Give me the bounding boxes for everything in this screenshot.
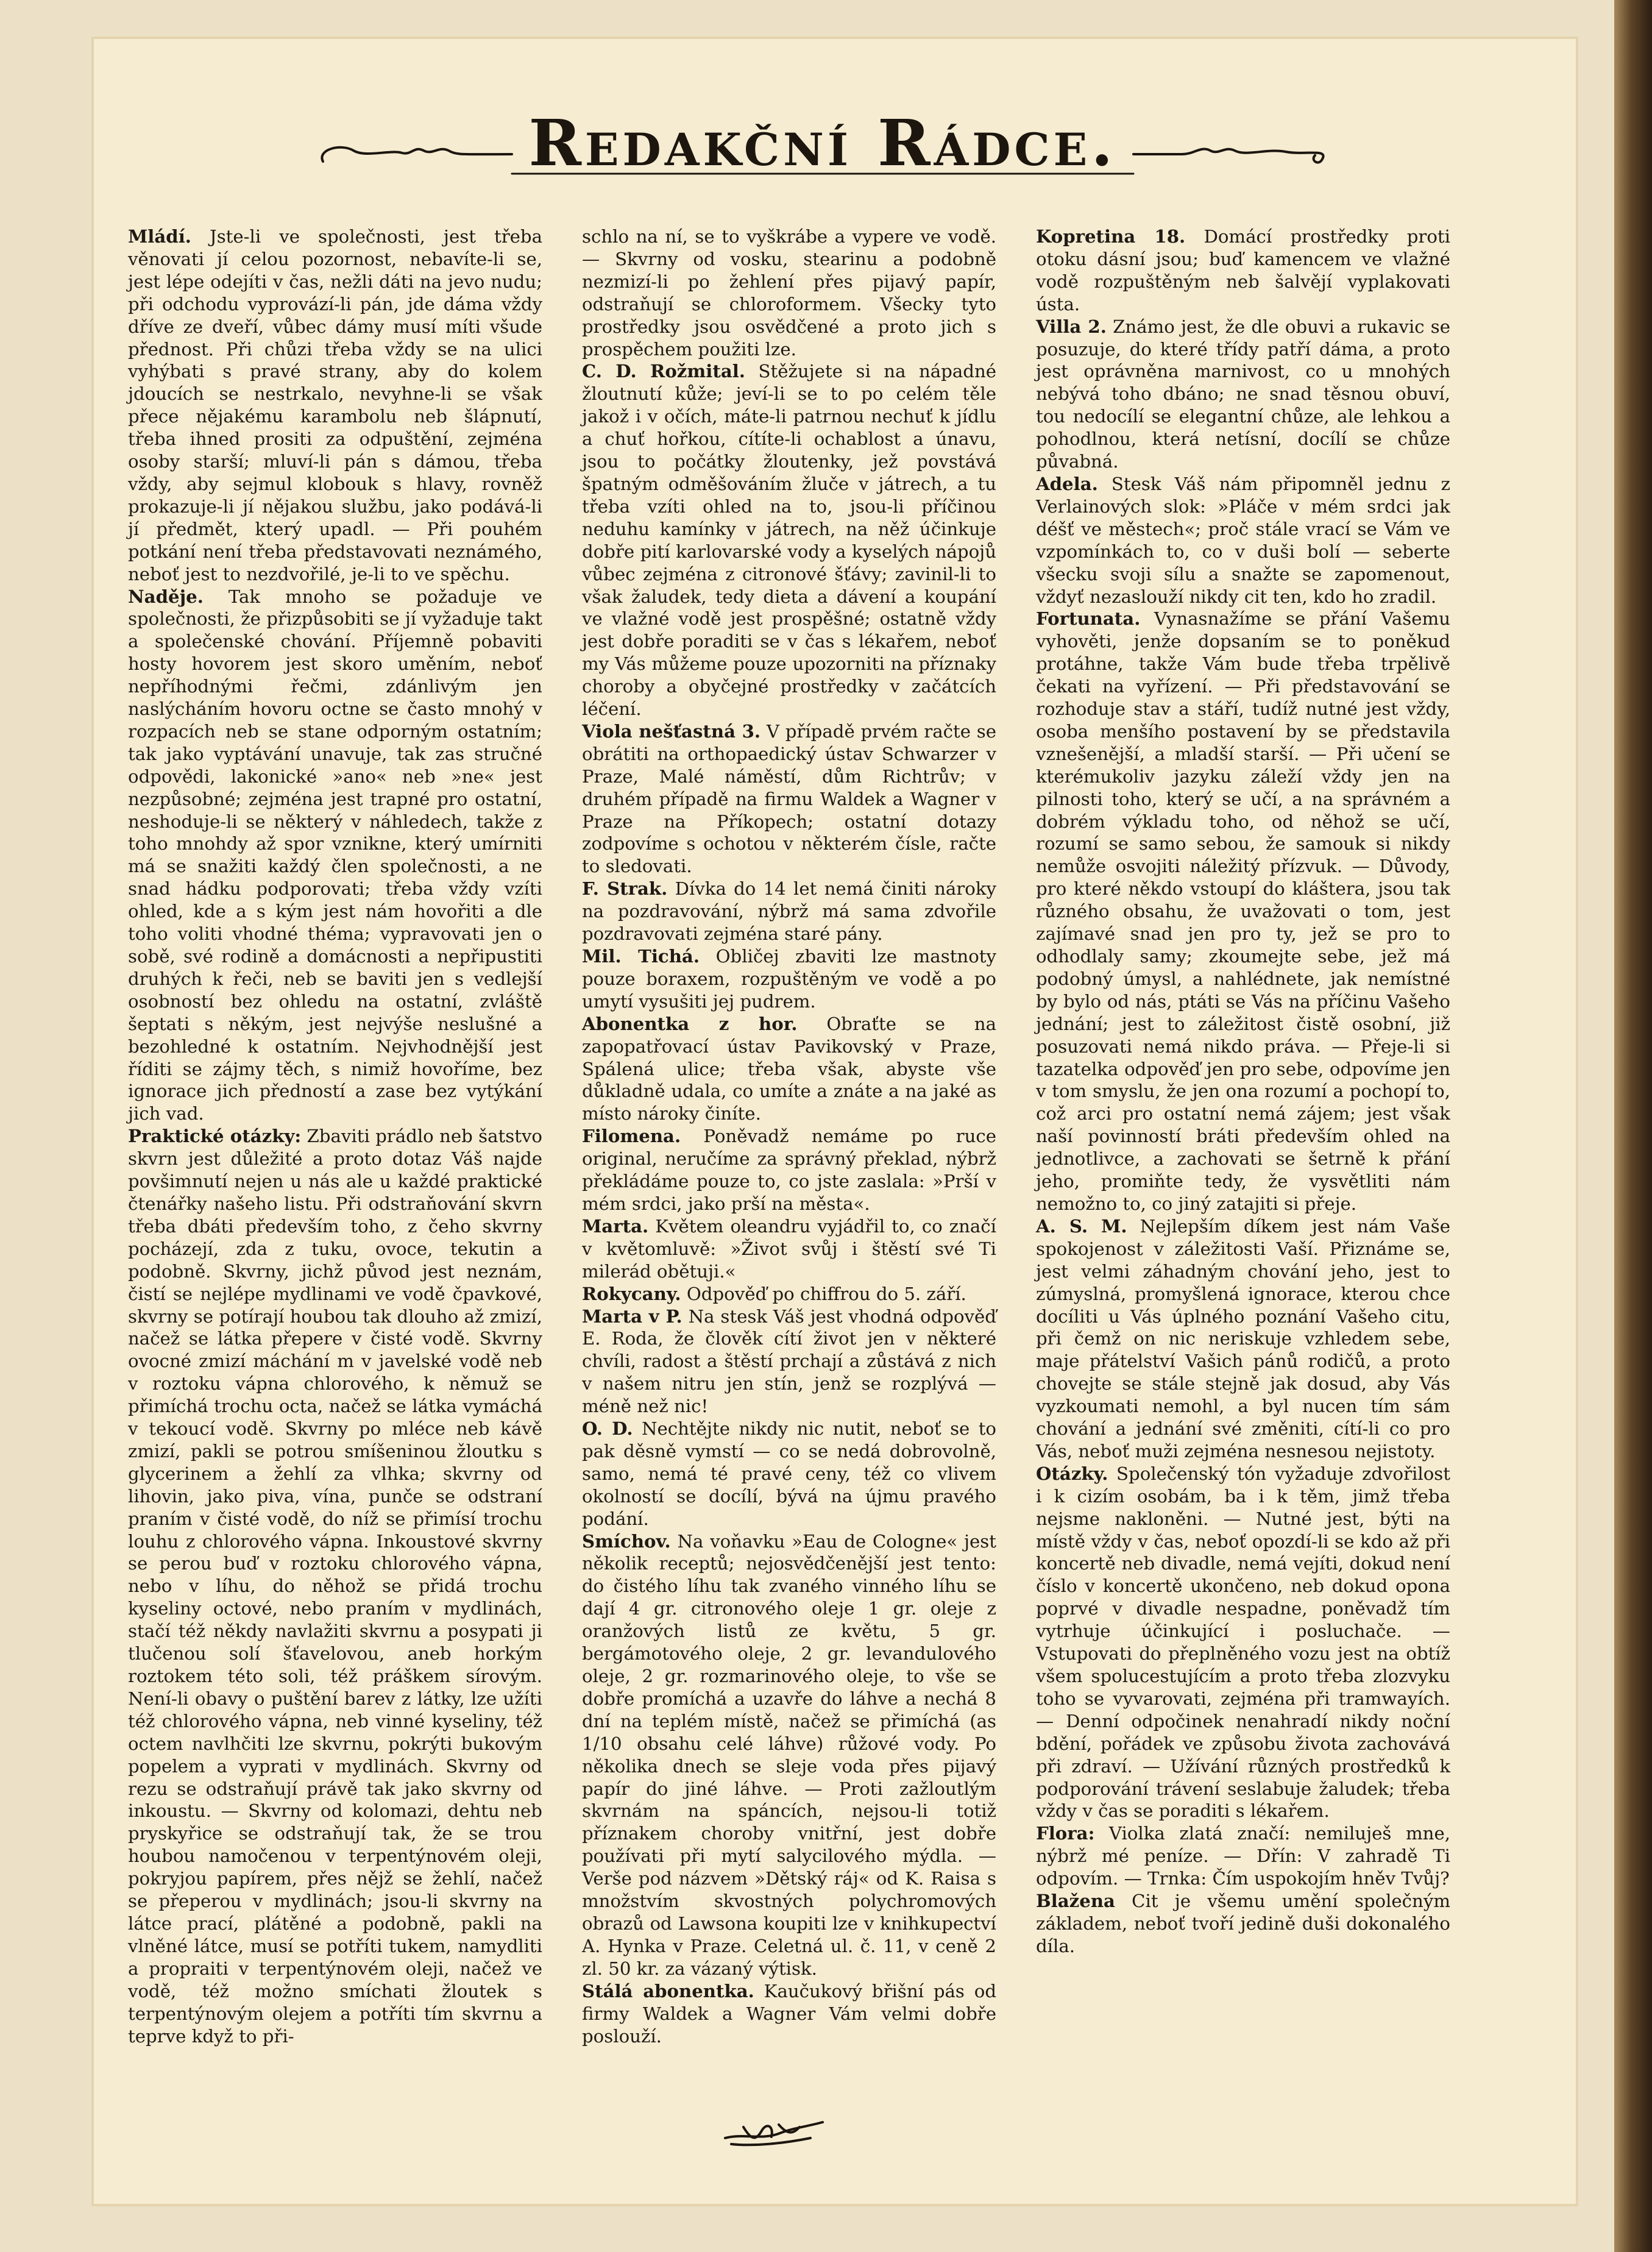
entry-lead: Marta. bbox=[582, 1215, 649, 1237]
entry bbox=[582, 1215, 996, 1283]
entry-text: V případě prvém račte se obrátiti na orthopaedický ústav Schwarzer v Praze, Malé náměstí, dům Richtrův; v druhém případě na firmu Waldek a Wagner v Praze na Příkopech; ostatní dotazy zodpovíme s ochotou v některém čísle, račte to sledovati. bbox=[582, 720, 997, 877]
entry bbox=[1036, 1463, 1450, 1823]
entry-lead: C. D. Rožmital. bbox=[582, 361, 745, 382]
entry-lead: Viola nešťastná 3. bbox=[582, 720, 761, 742]
entry bbox=[582, 1980, 996, 2048]
entry-lead: Rokycany. bbox=[582, 1283, 681, 1304]
entry-lead: Abonentka z hor. bbox=[582, 1013, 798, 1034]
entry-text: Zbaviti prádlo neb šatstvo skvrn jest důležité a proto dotaz Váš najde povšimnutí nejen u nás ale u každé praktické čtenářky našeho listu. Při odstraňování skvrn třeba dbáti především toho, z čeho skvrny pocházejí, zda z tuku, ovoce, tekutin a podobně. Skvrny, jichž původ jest neznám, čistí se nejlépe mydlinami ve vodě čpavkové, skvrny se potírají houbou tak dlouho až zmizí, načež se látka přepere v čisté vodě. Skvrny ovocné zmizí máchání m v javelské vodě neb v roztoku vápna chlorového, k němuž se přimíchá trochu octa, načež se látka vymáchá v tekoucí vodě. Skvrny po mléce neb kávě zmizí, pakli se potrou smíšeninou žloutku s glycerinem a žehlí za vlhka; skvrny od lihovin, jako piva, vína, punče se odstraní praním v čisté vodě, do níž se přimísí trochu louhu z chlorového vápna. Inkoustové skvrny se perou buď v roztoku chlorového vápna, nebo v líhu, do něhož se přidá trochu kyseliny octové, nebo praním v mydlinách, stačí též někdy navlažiti skvrnu a posypati ji tlučenou solí šťavelovou, aneb horkým roztokem této soli, též práškem sírovým. Není-li obavy o puštění barev z látky, lze užíti též chlorového vápna, neb vinné kyseliny, též octem navlhčiti lze skvrnu, pokrýti bukovým popelem a vyprati v mydlinách. Skvrny od rezu se odstraňují právě tak jako skvrny od inkoustu. — Skvrny od kolomazi, dehtu neb pryskyřice se odstraňují tak, že se trou houbou namočenou v terpentýnovém oleji, pokryjou papírem, přes nějž se žehlí, načež se přeperou v mydlinách; jsou-li skvrny na látce prací, plátěné a podobně, pakli na vlněné látce, musí se potříti tukem, namydliti a propraiti v terpentýnovém oleji, načež ve vodě, též možno smíchati žloutek s terpentýnovým olejem a potříti tím skvrnu a teprve když to při- bbox=[128, 1126, 543, 2047]
entry-lead: Blažena bbox=[1036, 1891, 1115, 1912]
entry-text: Jste-li ve společnosti, jest třeba věnovati jí celou pozornost, nebavíte-li se, jest lépe odejíti v čas, nežli dáti na jevo nudu; při odchodu vyprovází-li pán, jde dáma vždy dříve ze dveří, vůbec dámy musí míti všude přednost. Při chůzi třeba vždy se na ulici vyhýbati s pravé strany, aby do kolem jdoucích se nestrkalo, nevyhne-li se však přece nějakému karambolu neb šlápnutí, třeba ihned prositi za odpuštění, zejména osoby starší; mluví-li pán s dámou, třeba vždy, aby sejmul klobouk s hlavy, rovněž prokazuje-li jí nějakou službu, jako podává-li jí předmět, který upadl. — Při pouhém potkání není třeba představovati neznámého, neboť jest to nezdvořilé, je-li to ve spěchu. bbox=[128, 226, 543, 584]
entry-lead: Villa 2. bbox=[1036, 316, 1107, 337]
entry-text: Kaučukový břišní pás od firmy Waldek a Wagner Vám velmi dobře poslouží. bbox=[582, 1980, 997, 2047]
entry-text: Stěžujete si na nápadné žloutnutí kůže; jeví-li se to po celém těle jakož i v očích, máte-li patrnou nechuť k jídlu a chuť hořkou, cítíte-li ochablost a únavu, jsou to počátky žloutenky, jež povstává špatným odměšováním žluče v játrech, a tu třeba vzíti ohled na to, jsou-li příčinou neduhu kamínky v játrech, na něž účinkuje dobře pití karlovarské vody a kyselých nápojů vůbec zejména z citronové šťávy; zavinil-li to však žaludek, tedy dieta a dávení a koupání ve vlažné vodě jest prospěšné; ostatně vždy jest dobře poraditi se v čas s lékařem, neboť my Vás můžeme pouze upozorniti na příznaky choroby a obyčejné prostředky v začátcích léčení. bbox=[582, 361, 997, 720]
entry bbox=[582, 1125, 996, 1215]
entry bbox=[582, 226, 996, 360]
end-flourish-ornament bbox=[719, 2109, 829, 2151]
entry bbox=[582, 945, 996, 1013]
entry bbox=[582, 1013, 996, 1126]
entry-lead: Adela. bbox=[1036, 473, 1098, 494]
entry bbox=[582, 1418, 996, 1530]
entry bbox=[1036, 226, 1450, 316]
entry-text: Nejlepším díkem jest nám Vaše spokojenost v záležitosti Vaší. Přiznáme se, jest velmi záhadným chování jeho, jest to zúmyslná, promyšlená ignorace, kterou chce docíliti u Vás úplného poznání Vašeho citu, při čemž on nic neriskuje vzhledem sebe, maje přátelství Vašich pánů rodičů, a proto chovejte se stále stejně jak dosud, aby Vás vyzkoumati nemohl, a byl nucen tím sám chování a jednání své změniti, cítí-li co pro Vás, neboť muži zejména nesnesou nejistoty. bbox=[1036, 1215, 1450, 1462]
entry-text: Květem oleandru vyjádřil to, co značí v květomluvě: »Život svůj i štěstí své Ti milerád obětuji.« bbox=[582, 1215, 996, 1282]
entry-lead: Praktické otázky: bbox=[128, 1126, 302, 1147]
entry-text: Domácí prostředky proti otoku dásní jsou; buď kamencem ve vlažné vodě rozpuštěným neb šalvějí vyplakovati ústa. bbox=[1036, 226, 1450, 314]
entry-lead: Stálá abonentka. bbox=[582, 1980, 754, 2002]
entry-lead: Smíchov. bbox=[582, 1530, 671, 1552]
entry-lead: Mil. Tichá. bbox=[582, 946, 700, 967]
entry-text: Vynasnažíme se přání Vašemu vyhověti, jenže dopsaním se to poněkud protáhne, takže Vám bude třeba trpělivě čekati na vyřízení. — Při představování se rozhoduje stav a stáří, tudíž nutné jest vždy, osoba menšího postavení by se představila vznešenější, a mladší starší. — Při učení se kterémukoliv jazyku záleží vždy jen na pilnosti toho, který se učí, a na správném a dobrém výkladu toho, od něhož se učí, rozumí se samo sebou, že samouk si nikdy nemůže osvojiti náležitý přízvuk. — Důvody, pro které někdo vstoupí do kláštera, jsou tak různého obsahu, že uvažovati o tom, jest zajímavé snad jen pro ty, jež se pro to odhodlaly samy; zkoumejte sebe, jež má podobný úmysl, a nahlédnete, jak nemístné by bylo od nás, ptáti se Vás na příčinu Vašeho jednání; jest to záležitost čistě osobní, již posuzovati nemá nikdo práva. — Přeje-li si tazatelka odpověď jen pro sebe, odpovíme jen v tom smyslu, že jen ona rozumí a pochopí to, což arci pro ostatní nemá zájem; jest však naší povinností bráti především ohled na jednotlivce, a zachovati se šetrně k přání jeho, promiňte tedy, že vysvětliti nám nemožno to, co jiný zatajiti si přeje. bbox=[1036, 608, 1450, 1214]
entry bbox=[582, 1283, 996, 1305]
column-right bbox=[1036, 226, 1450, 1958]
entry-text: Cit je všemu umění společným základem, neboť tvoří jedině duši dokonalého díla. bbox=[1036, 1891, 1450, 1956]
entry-text: Známo jest, že dle obuvi a rukavic se posuzuje, do které třídy patří dáma, a proto jest oprávněna marnivost, co u mnohých nebývá toho dbáno; ne snad těsnou obuví, tou nedocílí se elegantní chůze, ale lehkou a pohodlnou, která netísní, docílí se chůze půvabná. bbox=[1036, 316, 1450, 472]
entry-lead: O. D. bbox=[582, 1418, 633, 1440]
entry-lead: Kopretina 18. bbox=[1036, 226, 1186, 247]
entry-lead: Fortunata. bbox=[1036, 608, 1141, 630]
column-left bbox=[128, 226, 542, 2047]
entry-text: Obličej zbaviti lze mastnoty pouze boraxem, rozpuštěným ve vodě a po umytí vysušiti jej pudrem. bbox=[582, 946, 997, 1012]
entry-text: Violka zlatá značí: nemiluješ mne, nýbrž mé peníze. — Dřín: V zahradě Ti odpovím. — Trnka: Čím uspokojím hněv Tvůj? bbox=[1036, 1823, 1450, 1889]
binding-spine bbox=[1614, 0, 1652, 2252]
entry-text: Nechtějte nikdy nic nutit, neboť se to pak děsně vymstí — co se nedá dobrovolně, samo, nemá té pravé ceny, též co vlivem okolností se docílí, bývá na újmu pravého podání. bbox=[582, 1418, 997, 1529]
entry-text: Poněvadž nemáme po ruce original, neručíme za správný překlad, nýbrž překládáme pouze to, co jste zaslala: »Prší v mém srdci, jako prší na města«. bbox=[582, 1126, 996, 1214]
entry-lead: A. S. M. bbox=[1036, 1215, 1127, 1237]
entry bbox=[582, 1305, 996, 1418]
entry bbox=[1036, 1822, 1450, 1890]
column-middle bbox=[582, 226, 996, 2047]
entry bbox=[582, 360, 996, 720]
entry bbox=[128, 1125, 542, 2047]
entry-text: Dívka do 14 let nemá činiti nároky na pozdravování, nýbrž má sama zdvořile pozdravovati zejména staré pány. bbox=[582, 878, 996, 945]
entry bbox=[128, 226, 542, 586]
entry bbox=[582, 720, 996, 878]
entry-lead: Marta v P. bbox=[582, 1305, 682, 1327]
entry bbox=[1036, 1890, 1450, 1958]
header bbox=[305, 82, 1341, 198]
entry-text: Tak mnoho se požaduje ve společnosti, že přizpůsobiti se jí vyžaduje takt a společenské chování. Příjemně pobaviti hosty hovorem jest skoro uměním, neboť nepříhodnými řečmi, zdánlivým jen naslýcháním hovoru octne se často mnohý v rozpacích neb se stane odporným ostatním; tak jako vyptávání unavuje, tak zas stručné odpovědi, lakonické »ano« neb »ne« jest nezpůsobné; zejména jest trapné pro ostatní, neshoduje-li se některý v náhledech, takže z toho mnohdy až spor vznikne, který umírniti má se snažiti každý člen společnosti, a ne snad hádku podporovati; třeba vždy vzíti ohled, kde a s kým jest nám hovořiti a dle toho voliti vhodné théma; vypravovati jen o sobě, své rodině a domácnosti a nepřipustiti druhých k řeči, neb se baviti jen s vedlejší osobností bez ohledu na ostatní, zvláště šeptati s někým, jest nejvýše neslušné a bezohledné k ostatním. Nejvhodnější jest říditi se zájmy těch, s nimiž hovoříme, bez ignorace jich předností a zase bez vytýkání jich vad. bbox=[128, 586, 543, 1124]
entry-text: schlo na ní, se to vyškrábe a vypere ve vodě. — Skvrny od vosku, stearinu a podobně nezmizí-li po žehlení přes pijavý papír, odstraňují se chloroformem. Všecky tyto prostředky jsou osvědčené a proto jich s prospěchem použiti lze. bbox=[582, 226, 996, 360]
entry bbox=[1036, 1215, 1450, 1463]
entry-lead: Flora: bbox=[1036, 1823, 1095, 1844]
entry bbox=[582, 878, 996, 945]
entry-text: Na stesk Váš jest vhodná odpověď E. Roda, že člověk cítí život jen v některé chvíli, radost a štěstí prchají a zůstává z nich v našem nitru jen stín, jenž se rozplývá — méně než nic! bbox=[582, 1305, 996, 1417]
entry-text: Obraťte se na zapopatřovací ústav Pavikovský v Praze, Spálená ulice; třeba však, abyste vše důkladně udala, co umíte a znáte a na jaké as místo nároky činíte. bbox=[582, 1013, 996, 1124]
entry-text: Stesk Váš nám připomněl jednu z Verlainových slok: »Pláče v mém srdci jak déšť ve městech«; proč stále vrací se Vám ve vzpomínkách to, co v duši bolí — seberte všecku svoji sílu a snažte se zapomenout, vždyť nezaslouží nikdy cit ten, kdo ho zradil. bbox=[1036, 473, 1451, 607]
entry bbox=[1036, 473, 1450, 608]
entry-text: Odpověď po chiffrou do 5. září. bbox=[686, 1283, 966, 1304]
entry-text: Na voňavku »Eau de Cologne« jest několik receptů; nejosvědčenější jest tento: do čistého líhu tak zvaného vinného líhu se dají 4 gr. citronového oleje 1 gr. oleje z oranžových listů ze květu, 5 gr. bergámotového oleje, 2 gr. levandulového oleje, 2 gr. rozmarinového oleje, to vše se dobře promíchá a uzavře do láhve a nechá 8 dní na teplém místě, načež se přimíchá (as 1/10 obsahu celé láhve) růžové vody. Po několika dnech se sleje voda přes pijavý papír do jiné láhve. — Proti zažloutlým skvrnám na spáncích, nejsou-li totiž příznakem choroby vnitřní, jest dobře používati při mytí salycilového mýdla. — Verše pod názvem »Dětský ráj« od K. Raisa s množstvím skvostných polychromových obrazů od Lawsona koupiti lze v knihkupectví A. Hynka v Praze. Celetná ul. č. 11, v ceně 2 zl. 50 kr. za vázaný výtisk. bbox=[582, 1530, 997, 1979]
entry-lead: Mládí. bbox=[128, 226, 191, 247]
entry bbox=[1036, 316, 1450, 473]
entry bbox=[128, 586, 542, 1126]
entry-lead: Naděje. bbox=[128, 586, 204, 607]
entry bbox=[582, 1530, 996, 1980]
entry-text: Společenský tón vyžaduje zdvořilost i k cizím osobám, ba i k těm, jimž třeba nejsme nakloněni. — Nutné jest, býti na místě vždy v čas, neboť opozdí-li se kdo až při koncertě neb divadle, nemá vejíti, dokud není číslo v koncertě ukončeno, neb dokud opona poprvé v divadle nespadne, poněvadž tím vytrhuje účinkující i posluchače. — Vstupovati do přeplněného vozu jest na obtíž všem spolucestujícím a proto třeba zlozvyku toho se vyvarovati, zejména při tramwayích. — Denní odpočinek nenahradí nikdy noční bdění, pořádek ve způsobu života zachovává při zdraví. — Užívání různých prostředků k podporování trávení seslabuje žaludek; třeba vždy v čas se poraditi s lékařem. bbox=[1036, 1463, 1450, 1822]
page-title: Redakční Rádce. bbox=[528, 105, 1117, 180]
entry-lead: Otázky. bbox=[1036, 1463, 1108, 1484]
entry-lead: Filomena. bbox=[582, 1126, 681, 1147]
entry-lead: F. Strak. bbox=[582, 878, 668, 900]
entry bbox=[1036, 608, 1450, 1215]
